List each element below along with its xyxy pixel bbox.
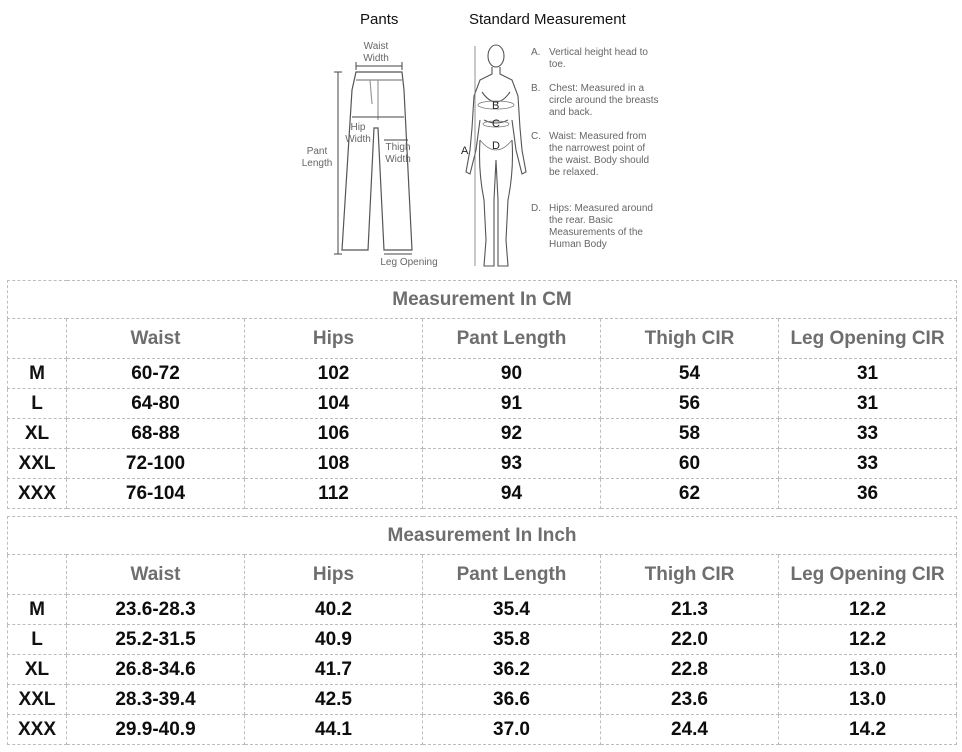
size-cell: M	[8, 359, 67, 389]
table-row	[8, 359, 957, 389]
table-cell: 91	[423, 389, 601, 419]
pant-length-label: Pant Length	[301, 146, 333, 169]
note-b: B. Chest: Measured in a circle around the breasts and back.	[531, 83, 659, 118]
table-cell: 68-88	[67, 419, 245, 449]
column-header: Hips	[245, 555, 423, 595]
table-cell: 64-80	[67, 389, 245, 419]
note-a: A. Vertical height head to toe.	[531, 47, 648, 70]
table-cell: 40.2	[245, 595, 423, 625]
table-cell: 90	[423, 359, 601, 389]
column-header: Hips	[245, 319, 423, 359]
size-cell: M	[8, 595, 67, 625]
body-letter-d: D	[492, 140, 500, 152]
table-cell: 106	[245, 419, 423, 449]
table-cell: 72-100	[67, 449, 245, 479]
table-cell: 29.9-40.9	[67, 715, 245, 745]
table-cell: 13.0	[779, 655, 957, 685]
note-d: D. Hips: Measured around the rear. Basic Measurements of the Human Body	[531, 203, 653, 250]
table-cell: 22.0	[601, 625, 779, 655]
table-cell: 33	[779, 419, 957, 449]
table-cell: 23.6-28.3	[67, 595, 245, 625]
header-row	[8, 555, 957, 595]
table-row	[8, 655, 957, 685]
table-cell: 40.9	[245, 625, 423, 655]
table-cell: 41.7	[245, 655, 423, 685]
table-cell: 35.8	[423, 625, 601, 655]
table-cell: 56	[601, 389, 779, 419]
column-header: Waist	[67, 555, 245, 595]
table-cell: 62	[601, 479, 779, 509]
table-row	[8, 389, 957, 419]
table-cell: 36.6	[423, 685, 601, 715]
table-cell: 112	[245, 479, 423, 509]
table-cell: 54	[601, 359, 779, 389]
thigh-width-label: Thigh Width	[385, 142, 411, 165]
table-cell: 23.6	[601, 685, 779, 715]
column-header: Thigh CIR	[601, 319, 779, 359]
table-row	[8, 685, 957, 715]
table-cell: 12.2	[779, 625, 957, 655]
table-row	[8, 419, 957, 449]
table-cell: 14.2	[779, 715, 957, 745]
column-header: Leg Opening CIR	[779, 319, 957, 359]
table-cell: 42.5	[245, 685, 423, 715]
table-cell: 22.8	[601, 655, 779, 685]
table-cell: 26.8-34.6	[67, 655, 245, 685]
table-cell: 36.2	[423, 655, 601, 685]
pants-title: Pants	[360, 11, 399, 28]
measurement-diagram	[0, 0, 962, 278]
column-header: Thigh CIR	[601, 555, 779, 595]
diagram-illustration	[0, 0, 962, 278]
table-cell: 60-72	[67, 359, 245, 389]
table-row	[8, 715, 957, 745]
table-cell: 76-104	[67, 479, 245, 509]
table-cell: 31	[779, 359, 957, 389]
table-cell: 28.3-39.4	[67, 685, 245, 715]
body-letter-a: A	[461, 145, 469, 157]
waist-width-label: Waist Width	[363, 41, 389, 64]
body-letter-c: C	[492, 118, 500, 130]
table-cell: 94	[423, 479, 601, 509]
table-cell: 58	[601, 419, 779, 449]
table-cell: 92	[423, 419, 601, 449]
cm-table	[7, 280, 957, 509]
column-header: Pant Length	[423, 319, 601, 359]
table-cell: 93	[423, 449, 601, 479]
table-cell: 31	[779, 389, 957, 419]
size-cell: L	[8, 625, 67, 655]
table-cell: 104	[245, 389, 423, 419]
table-row	[8, 595, 957, 625]
column-header: Pant Length	[423, 555, 601, 595]
table-cell: 12.2	[779, 595, 957, 625]
inch-table	[7, 516, 957, 745]
table-cell: 13.0	[779, 685, 957, 715]
size-cell: XXL	[8, 449, 67, 479]
table-cell: 21.3	[601, 595, 779, 625]
table-row	[8, 449, 957, 479]
table-cell: 36	[779, 479, 957, 509]
table-cell: 60	[601, 449, 779, 479]
table-cell: 37.0	[423, 715, 601, 745]
size-cell: XXL	[8, 685, 67, 715]
size-cell: XL	[8, 419, 67, 449]
size-cell: XL	[8, 655, 67, 685]
table-cell: 44.1	[245, 715, 423, 745]
table-row	[8, 625, 957, 655]
column-header	[8, 319, 67, 359]
size-cell: L	[8, 389, 67, 419]
table-cell: 24.4	[601, 715, 779, 745]
table-cell: 33	[779, 449, 957, 479]
size-cell: XXX	[8, 479, 67, 509]
column-header: Leg Opening CIR	[779, 555, 957, 595]
column-header	[8, 555, 67, 595]
table-title: Measurement In Inch	[8, 517, 957, 555]
table-cell: 102	[245, 359, 423, 389]
hip-width-label: Hip Width	[345, 122, 371, 145]
table-cell: 108	[245, 449, 423, 479]
header-row	[8, 319, 957, 359]
table-title: Measurement In CM	[8, 281, 957, 319]
body-letter-b: B	[492, 100, 500, 112]
standard-measurement-title: Standard Measurement	[469, 11, 626, 28]
leg-opening-label: Leg Opening	[380, 257, 438, 268]
column-header: Waist	[67, 319, 245, 359]
note-c: C. Waist: Measured from the narrowest point of the waist. Body should be relaxed.	[531, 131, 650, 178]
size-cell: XXX	[8, 715, 67, 745]
table-cell: 25.2-31.5	[67, 625, 245, 655]
table-row	[8, 479, 957, 509]
table-cell: 35.4	[423, 595, 601, 625]
